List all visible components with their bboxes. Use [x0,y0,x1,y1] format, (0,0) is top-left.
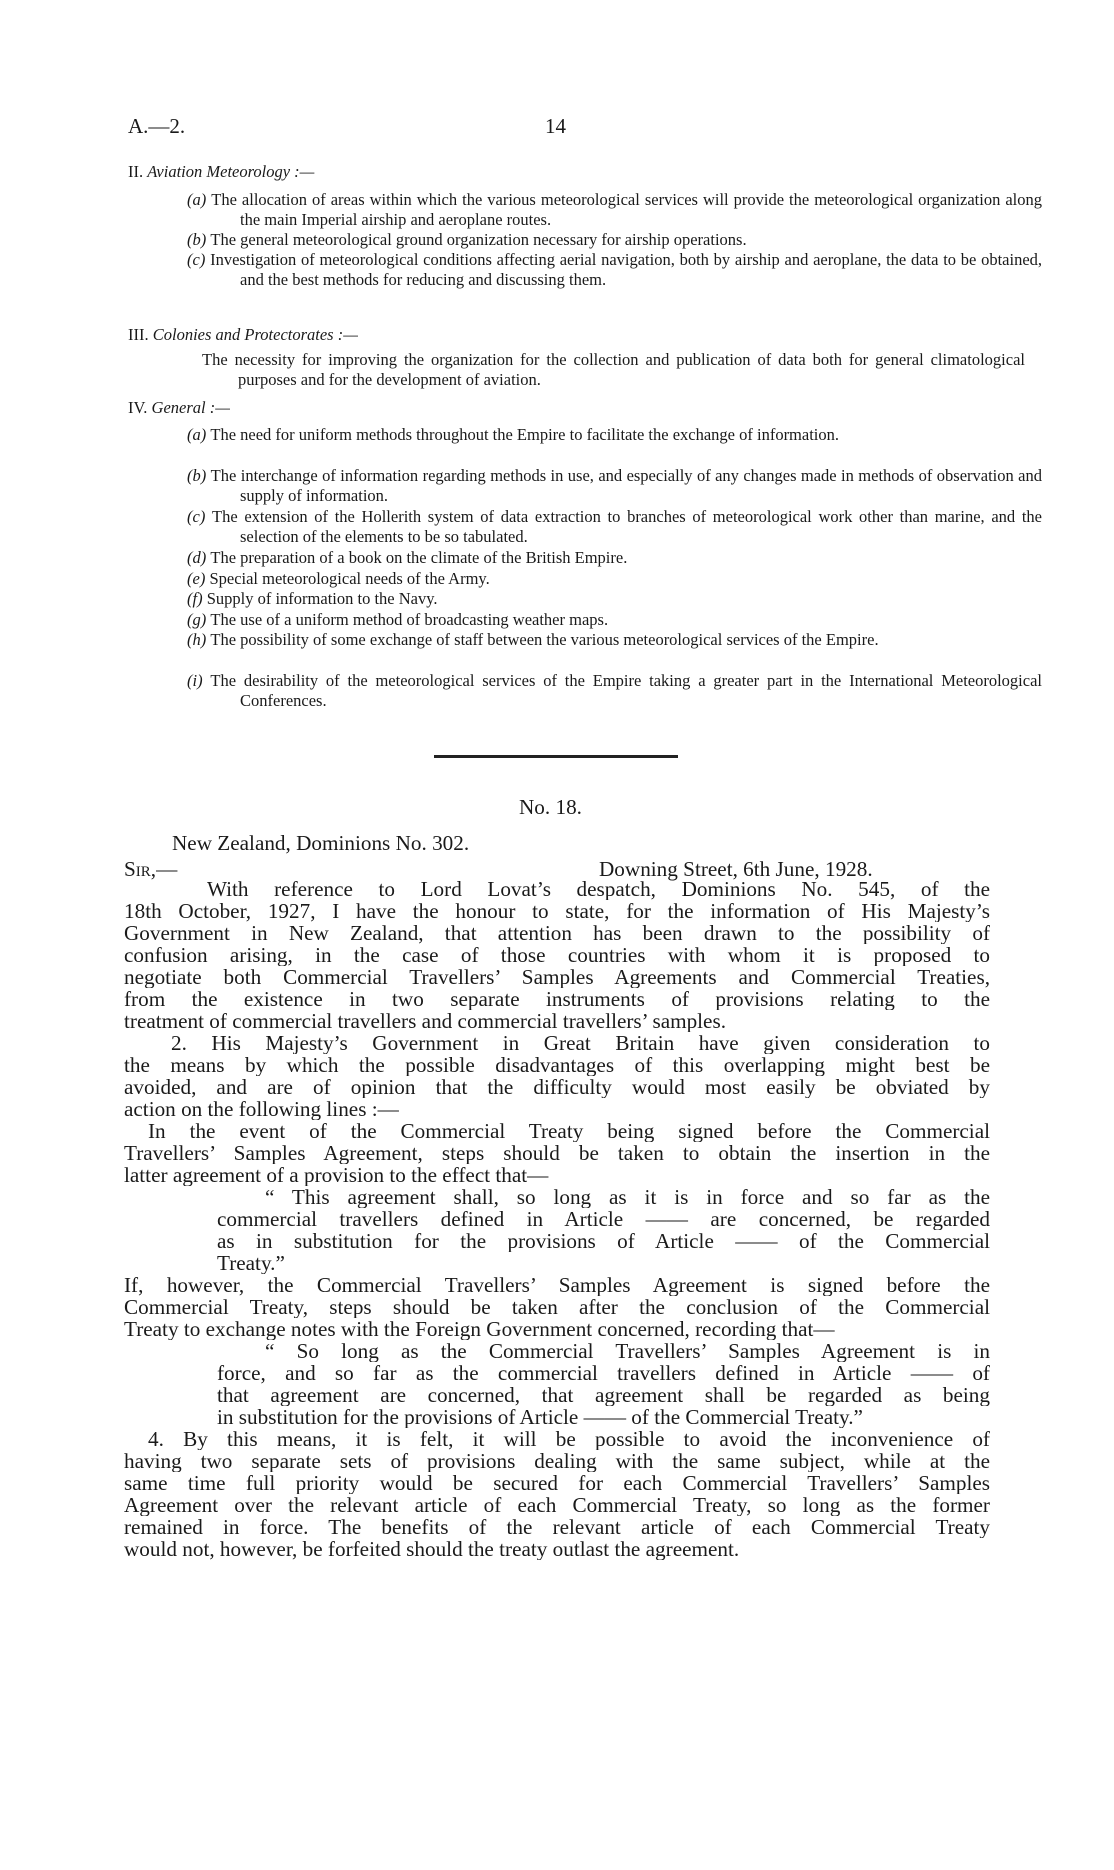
despatch-body [124,878,990,1560]
text-line: Treaty to exchange notes with the Foreign Government concerned, recording that— [124,1318,835,1340]
item-marker: (a) [187,190,207,209]
section-ii-title: Aviation Meteorology :— [147,162,315,181]
section-iv-item-f [187,589,1042,609]
section-iv-item-h [187,630,1042,650]
section-ii-item-c [187,250,1042,291]
text-line: latter agreement of a provision to the effect that— [124,1164,549,1186]
paragraph-2 [124,1032,990,1120]
text-line: as in substitution for the provisions of Article —— of the Commercial [217,1230,990,1252]
section-iii-heading [128,325,358,345]
section-ii-item-a [187,190,1042,231]
quotation-1 [124,1186,990,1274]
item-marker: (g) [187,610,207,629]
item-marker: (c) [187,250,206,269]
item-text: Special meteorological needs of the Army. [209,569,490,588]
item-marker: (a) [187,425,207,444]
text-line: force, and so far as the commercial travellers defined in Article —— of [217,1362,990,1384]
section-iv-item-c [187,507,1042,548]
item-marker: (i) [187,671,203,690]
section-ii-heading [128,162,314,182]
item-marker: (e) [187,569,206,588]
text-line: from the existence in two separate instruments of provisions relating to the [124,988,990,1010]
item-marker: (h) [187,630,207,649]
section-iii-title: Colonies and Protectorates :— [152,325,358,344]
page-number: 14 [545,114,566,138]
item-text: Investigation of meteorological conditions affecting aerial navigation, both by airship and aeroplane, the data to be obtained, and the best methods for reducing and discussing them. [210,250,1043,290]
section-iv-item-g [187,610,1042,630]
text-line: Government in New Zealand, that attention has been drawn to the possibility of [124,922,990,944]
item-text: The desirability of the meteorological services of the Empire taking a greater part in the International Meteorological Conferences. [210,671,1042,711]
section-iii-numeral: III. [128,325,149,344]
text-line: remained in force. The benefits of the relevant article of each Commercial Treaty [124,1516,990,1538]
paragraph-4 [124,1274,990,1340]
despatch-reference: New Zealand, Dominions No. 302. [172,831,470,855]
section-iv-item-b [187,466,1042,507]
section-iv-item-a [187,425,1042,445]
page-reference: A.—2. [128,114,186,138]
paragraph-5 [124,1428,990,1560]
text-line: confusion arising, in the case of those countries with whom it is proposed to [124,944,990,966]
text-line: commercial travellers defined in Article —— are concerned, be regarded [217,1208,990,1230]
text-line: avoided, and are of opinion that the difficulty would most easily be obviated by [124,1076,990,1098]
text-line: 2. His Majesty’s Government in Great Britain have given consideration to [171,1032,990,1054]
section-iv-title: General :— [151,398,230,417]
section-iv-numeral: IV. [128,398,148,417]
text-line: having two separate sets of provisions dealing with the same subject, while at the [124,1450,990,1472]
item-marker: (b) [187,230,207,249]
text-line: negotiate both Commercial Travellers’ Samples Agreements and Commercial Treaties, [124,966,990,988]
address-date: Downing Street, 6th June, 1928. [599,857,873,881]
section-iv-item-i [187,671,1042,712]
text-line: In the event of the Commercial Treaty being signed before the Commercial [148,1120,990,1142]
item-marker: (c) [187,507,206,526]
item-text: The interchange of information regarding methods in use, and especially of any changes made in methods of observation and supply of information. [210,466,1043,506]
text-line: “ This agreement shall, so long as it is in force and so far as the [265,1186,990,1208]
paragraph-1 [124,878,990,1032]
item-text: The extension of the Hollerith system of data extraction to branches of meteorological work other than marine, and the selection of the elements to be so tabulated. [212,507,1043,547]
item-text: The use of a uniform method of broadcasting weather maps. [210,610,609,629]
section-iv-item-d [187,548,1042,568]
despatch-number: No. 18. [519,795,582,819]
text-line: With reference to Lord Lovat’s despatch, Dominions No. 545, of the [207,878,990,900]
item-marker: (f) [187,589,203,608]
section-iii-text: The necessity for improving the organization for the collection and publication of data both for general climatological purposes and for the development of aviation. [202,350,1025,390]
text-line: “ So long as the Commercial Travellers’ Samples Agreement is in [265,1340,990,1362]
text-line: same time full priority would be secured for each Commercial Travellers’ Samples [124,1472,990,1494]
item-marker: (d) [187,548,207,567]
text-line: the means by which the possible disadvantages of this overlapping might best be [124,1054,990,1076]
text-line: Commercial Treaty, steps should be taken after the conclusion of the Commercial [124,1296,990,1318]
item-text: The possibility of some exchange of staff between the various meteorological services of the Empire. [210,630,879,649]
text-line: If, however, the Commercial Travellers’ Samples Agreement is signed before the [124,1274,990,1296]
section-ii-numeral: II. [128,162,144,181]
text-line: Treaty.” [217,1252,285,1274]
section-iv-item-e [187,569,1042,589]
item-text: The general meteorological ground organization necessary for airship operations. [210,230,747,249]
text-line: treatment of commercial travellers and commercial travellers’ samples. [124,1010,727,1032]
item-text: The preparation of a book on the climate of the British Empire. [210,548,628,567]
quotation-2 [124,1340,990,1428]
item-text: Supply of information to the Navy. [206,589,438,608]
text-line: action on the following lines :— [124,1098,399,1120]
item-text: The need for uniform methods throughout the Empire to facilitate the exchange of information. [210,425,840,444]
text-line: that agreement are concerned, that agreement shall be regarded as being [217,1384,990,1406]
section-divider [434,755,678,758]
salutation: Sir,— [124,857,178,881]
section-ii-item-b [187,230,1042,250]
paragraph-3 [124,1120,990,1186]
text-line: 4. By this means, it is felt, it will be possible to avoid the inconvenience of [148,1428,990,1450]
text-line: 18th October, 1927, I have the honour to state, for the information of His Majesty’s [124,900,990,922]
text-line: in substitution for the provisions of Article —— of the Commercial Treaty.” [217,1406,863,1428]
text-line: Travellers’ Samples Agreement, steps should be taken to obtain the insertion in the [124,1142,990,1164]
section-iv-heading [128,398,230,418]
text-line: would not, however, be forfeited should the treaty outlast the agreement. [124,1538,740,1560]
item-marker: (b) [187,466,207,485]
item-text: The allocation of areas within which the various meteorological services will provide the meteorological organization along the main Imperial airship and aeroplane routes. [211,190,1043,230]
text-line: Agreement over the relevant article of each Commercial Treaty, so long as the former [124,1494,990,1516]
